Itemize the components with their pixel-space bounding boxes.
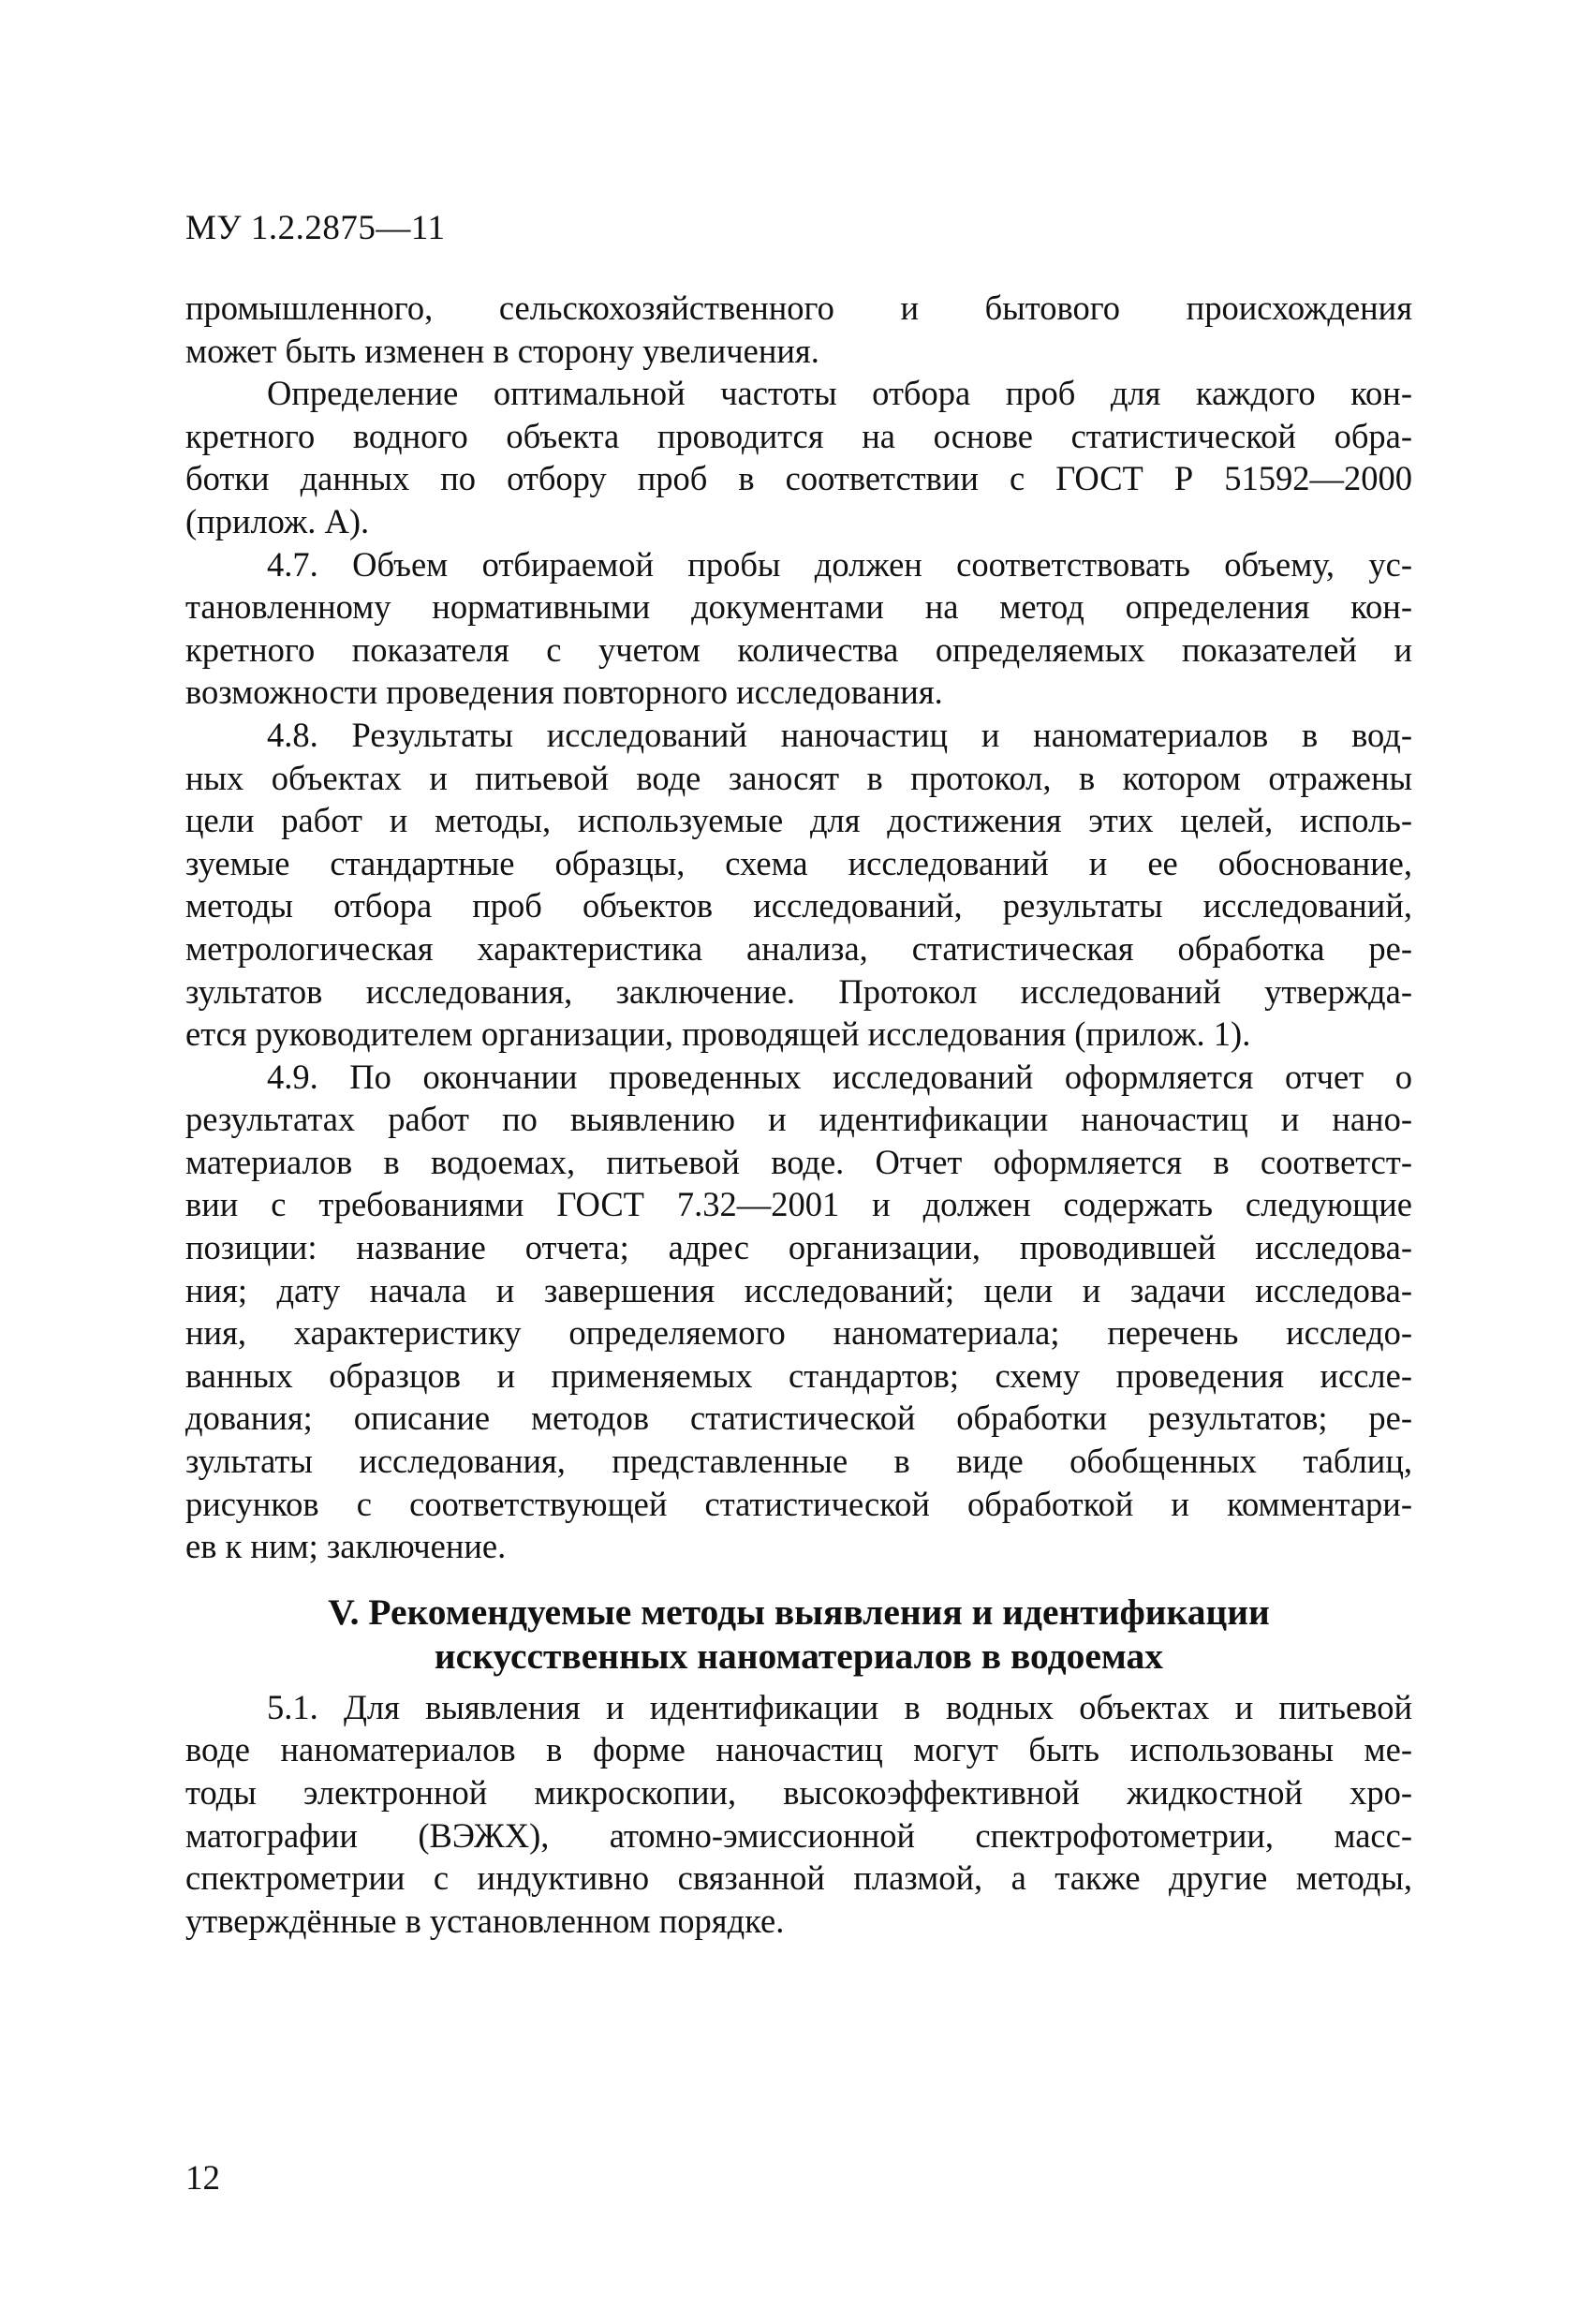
text-line: зультатов исследования, заключение. Протокол исследований утвержда- bbox=[185, 971, 1412, 1011]
text-line: зуемые стандартные образцы, схема исследований и ее обоснование, bbox=[185, 843, 1412, 882]
text-line: ется руководителем организации, проводящей исследования (прилож. 1). bbox=[185, 1014, 1251, 1054]
text-line: 4.9. По окончании проведенных исследований оформляется отчет о bbox=[267, 1057, 1412, 1096]
text-line: ванных образцов и применяемых стандартов; схему проведения иссле- bbox=[185, 1355, 1412, 1395]
text-line: (прилож. А). bbox=[185, 501, 370, 540]
text-line: 4.7. Объем отбираемой пробы должен соответствовать объему, ус- bbox=[267, 544, 1412, 584]
paragraph-sampling-frequency bbox=[185, 372, 1412, 542]
text-line: тоды электронной микроскопии, высокоэффективной жидкостной хро- bbox=[185, 1773, 1412, 1812]
text-line: утверждённые в установленном порядке. bbox=[185, 1901, 785, 1940]
text-line: возможности проведения повторного исследования. bbox=[185, 673, 943, 712]
text-line: цели работ и методы, используемые для достижения этих целей, исполь- bbox=[185, 801, 1412, 840]
text-line: кретного показателя с учетом количества определяемых показателей и bbox=[185, 629, 1412, 669]
text-line: метрологическая характеристика анализа, статистическая обработка ре- bbox=[185, 928, 1412, 968]
text-line: воде наноматериалов в форме наночастиц могут быть использованы ме- bbox=[185, 1730, 1412, 1769]
text-line: матографии (ВЭЖХ), атомно-эмиссионной спектрофотометрии, масс- bbox=[185, 1815, 1412, 1855]
paragraph-5-1 bbox=[185, 1686, 1412, 1943]
text-line: вии с требованиями ГОСТ 7.32—2001 и должен содержать следующие bbox=[185, 1185, 1412, 1224]
text-line: промышленного, сельскохозяйственного и бытового происхождения bbox=[185, 289, 1412, 327]
paragraph-4-7 bbox=[185, 543, 1412, 714]
text-line: ния, характеристику определяемого наноматериала; перечень исследо- bbox=[185, 1313, 1412, 1353]
page-number: 12 bbox=[185, 2159, 220, 2198]
text-line: тановленному нормативными документами на метод определения кон- bbox=[185, 587, 1412, 627]
text-line: рисунков с соответствующей статистической обработкой и комментари- bbox=[185, 1484, 1412, 1523]
text-line: зультаты исследования, представленные в виде обобщенных таблиц, bbox=[185, 1442, 1412, 1481]
text-line: материалов в водоемах, питьевой воде. Отчет оформляется в соответст- bbox=[185, 1142, 1412, 1181]
section-heading bbox=[185, 1591, 1412, 1679]
paragraph-continuation bbox=[185, 287, 1412, 372]
paragraph-4-9 bbox=[185, 1056, 1412, 1568]
text-line: ных объектах и питьевой воде заносят в протокол, в котором отражены bbox=[185, 758, 1412, 797]
text-line: спектрометрии с индуктивно связанной плазмой, а также другие методы, bbox=[185, 1858, 1412, 1898]
text-line: Определение оптимальной частоты отбора проб для каждого кон- bbox=[267, 374, 1412, 413]
text-line: 4.8. Результаты исследований наночастиц и наноматериалов в вод- bbox=[267, 715, 1412, 754]
text-line: ния; дату начала и завершения исследований; цели и задачи исследова- bbox=[185, 1270, 1412, 1310]
text-line: результатах работ по выявлению и идентификации наночастиц и нано- bbox=[185, 1100, 1412, 1139]
text-line: кретного водного объекта проводится на основе статистической обра- bbox=[185, 416, 1412, 455]
text-line: может быть изменен в сторону увеличения. bbox=[185, 331, 819, 370]
document-body bbox=[185, 287, 1412, 1942]
document-code-header: МУ 1.2.2875—11 bbox=[185, 209, 446, 247]
text-line: дования; описание методов статистической обработки результатов; ре- bbox=[185, 1399, 1412, 1438]
section-heading-line: искусственных наноматериалов в водоемах bbox=[434, 1635, 1164, 1677]
text-line: позиции: название отчета; адрес организации, проводившей исследова- bbox=[185, 1228, 1412, 1267]
text-line: методы отбора проб объектов исследований, результаты исследований, bbox=[185, 886, 1412, 925]
text-line: ботки данных по отбору проб в соответствии с ГОСТ Р 51592—2000 bbox=[185, 459, 1412, 498]
text-line: 5.1. Для выявления и идентификации в водных объектах и питьевой bbox=[267, 1687, 1412, 1726]
section-heading-line: V. Рекомендуемые методы выявления и идентификации bbox=[328, 1591, 1270, 1633]
text-line: ев к ним; заключение. bbox=[185, 1527, 507, 1566]
paragraph-4-8 bbox=[185, 714, 1412, 1056]
